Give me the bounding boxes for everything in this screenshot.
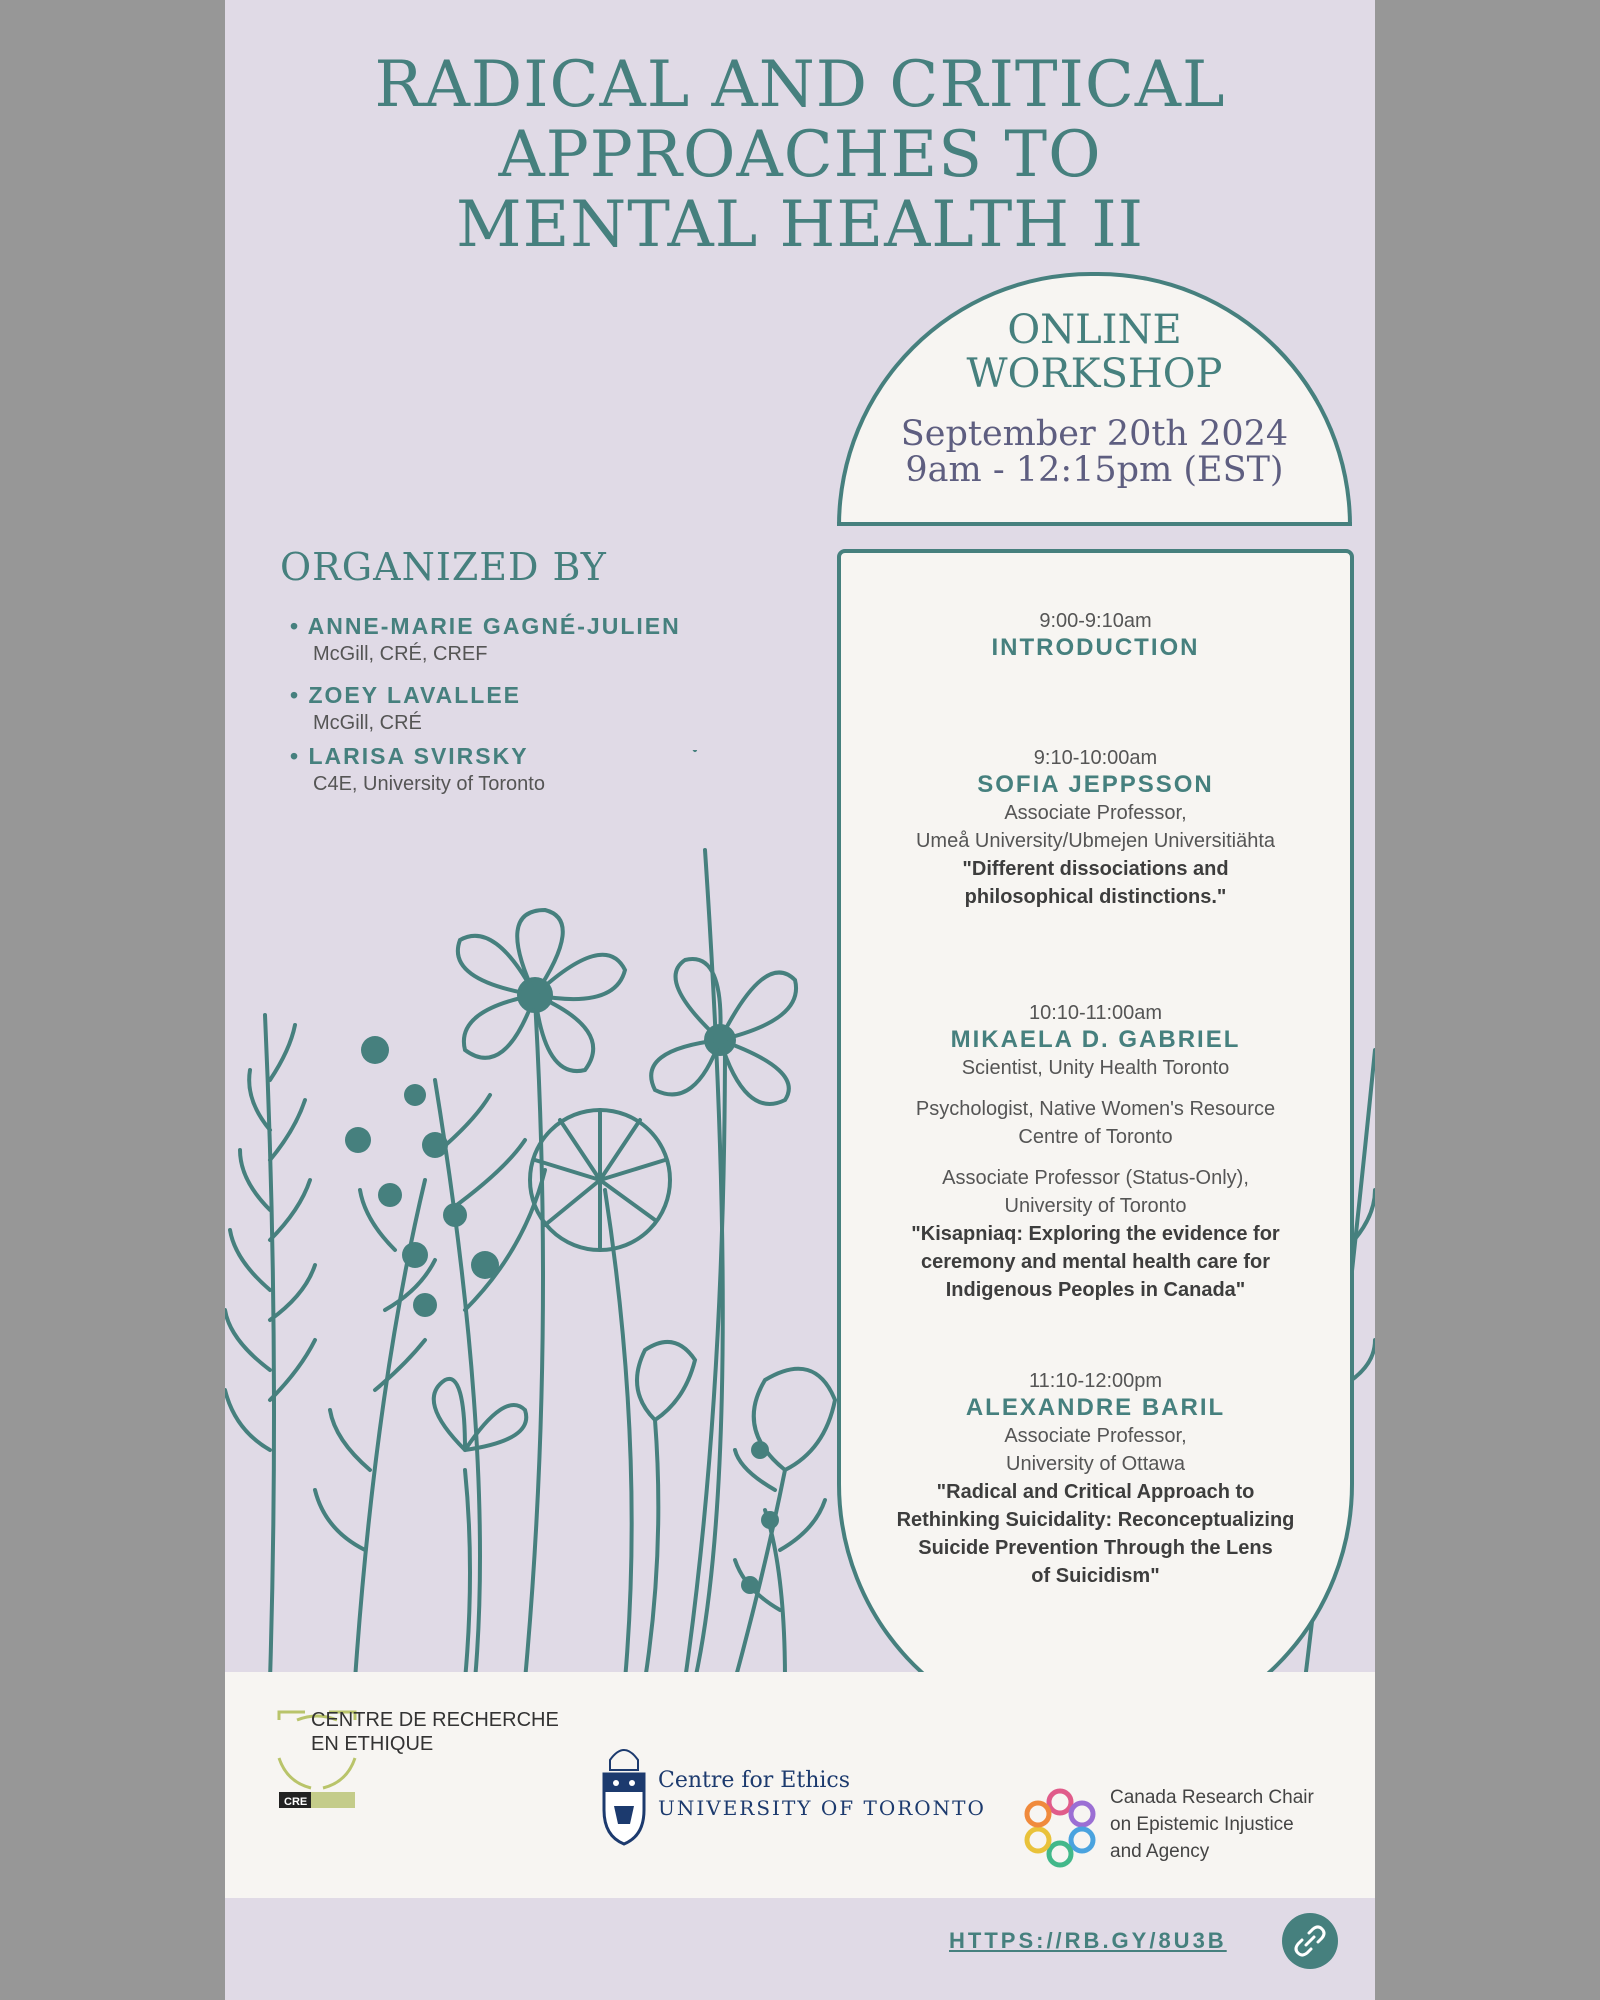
speaker-name: SOFIA JEPPSSON bbox=[977, 771, 1214, 798]
organizer-item bbox=[290, 741, 681, 797]
workshop-arch bbox=[837, 272, 1352, 526]
organizer-name-text: ANNE-MARIE GAGNÉ-JULIEN bbox=[307, 613, 681, 639]
session-3 bbox=[841, 1368, 1350, 1590]
speaker-name: ALEXANDRE BARIL bbox=[965, 1394, 1226, 1421]
title-line-2: APPROACHES TO bbox=[498, 118, 1102, 192]
speaker-affiliation: Associate Professor, bbox=[1004, 802, 1187, 824]
speaker-affiliation: Umeå University/Ubmejen Universitiähta bbox=[915, 830, 1275, 852]
uoft-university-name: UNIVERSITY OF TORONTO bbox=[658, 1796, 986, 1820]
session-intro bbox=[841, 608, 1350, 662]
cre-name bbox=[311, 1708, 571, 1756]
workshop-heading bbox=[841, 308, 1348, 396]
session-time: 9:10-10:00am bbox=[1033, 747, 1158, 769]
talk-title: ceremony and mental health care for bbox=[920, 1251, 1270, 1273]
speaker-name: MIKAELA D. GABRIEL bbox=[950, 1026, 1241, 1053]
speaker-affiliation: Scientist, Unity Health Toronto bbox=[961, 1057, 1230, 1079]
organizer-name-text: ZOEY LAVALLEE bbox=[308, 682, 522, 708]
talk-title: "Kisapniaq: Exploring the evidence for bbox=[911, 1223, 1280, 1245]
workshop-line-1: ONLINE bbox=[1007, 307, 1182, 353]
organizer-name-text: LARISA SVIRSKY bbox=[308, 743, 529, 769]
session-time: 10:10-11:00am bbox=[1028, 1002, 1163, 1024]
talk-title: philosophical distinctions." bbox=[964, 886, 1227, 908]
organizer-affiliation: McGill, CRÉ, CREF bbox=[313, 643, 488, 665]
organizer-name: • ANNE-MARIE GAGNÉ-JULIEN bbox=[290, 613, 681, 639]
workshop-date: September 20th 2024 bbox=[900, 414, 1289, 454]
cre-line-1: CENTRE DE RECHERCHE bbox=[311, 1709, 559, 1731]
sponsor-footer bbox=[225, 1672, 1375, 1898]
registration-link[interactable]: HTTPS://RB.GY/8U3B bbox=[949, 1928, 1227, 1953]
talk-title: "Radical and Critical Approach to bbox=[936, 1481, 1255, 1503]
crc-knot-logo bbox=[1020, 1788, 1100, 1868]
session-1 bbox=[841, 745, 1350, 911]
speaker-affiliation: Associate Professor, bbox=[1004, 1425, 1187, 1447]
talk-title: "Different dissociations and bbox=[962, 858, 1229, 880]
crc-name bbox=[1110, 1784, 1350, 1865]
cre-badge: CRE bbox=[284, 1796, 308, 1808]
workshop-time: 9am - 12:15pm (EST) bbox=[905, 450, 1284, 490]
organizer-item bbox=[290, 611, 681, 667]
uoft-crest-icon bbox=[600, 1740, 648, 1848]
schedule-panel bbox=[837, 549, 1354, 1742]
session-2 bbox=[841, 1000, 1350, 1304]
speaker-affiliation: Centre of Toronto bbox=[1018, 1126, 1173, 1148]
organizer-affiliation: C4E, University of Toronto bbox=[313, 773, 545, 795]
organizer-item bbox=[290, 680, 681, 736]
session-time: 9:00-9:10am bbox=[1039, 610, 1152, 632]
link-icon bbox=[1282, 1913, 1338, 1969]
title-line-1: RADICAL AND CRITICAL bbox=[374, 48, 1226, 122]
talk-title: Suicide Prevention Through the Lens bbox=[918, 1537, 1273, 1559]
speaker-affiliation: Psychologist, Native Women's Resource bbox=[915, 1098, 1276, 1120]
organizer-affiliation: McGill, CRÉ bbox=[313, 712, 422, 734]
link-button[interactable] bbox=[1282, 1913, 1338, 1969]
session-title: INTRODUCTION bbox=[991, 634, 1200, 661]
organizer-name: • ZOEY LAVALLEE bbox=[290, 682, 522, 708]
speaker-affiliation: University of Toronto bbox=[1004, 1195, 1187, 1217]
cre-line-2: EN ETHIQUE bbox=[311, 1733, 434, 1755]
organizers-heading: ORGANIZED BY bbox=[280, 545, 607, 589]
session-time: 11:10-12:00pm bbox=[1028, 1370, 1163, 1392]
poster bbox=[225, 0, 1375, 2000]
workshop-datetime bbox=[841, 416, 1348, 488]
organizer-name: • LARISA SVIRSKY bbox=[290, 743, 529, 769]
title-line-3: MENTAL HEALTH II bbox=[456, 188, 1144, 262]
crc-line-2: on Epistemic Injustice bbox=[1110, 1814, 1294, 1835]
speaker-affiliation: University of Ottawa bbox=[1006, 1453, 1185, 1475]
organizers-section bbox=[280, 545, 681, 797]
talk-title: of Suicidism" bbox=[1031, 1565, 1160, 1587]
uoft-centre-name: Centre for Ethics bbox=[658, 1768, 851, 1793]
speaker-affiliation: Associate Professor (Status-Only), bbox=[942, 1167, 1249, 1189]
crc-line-3: and Agency bbox=[1110, 1841, 1210, 1862]
talk-title: Rethinking Suicidality: Reconceptualizing bbox=[896, 1509, 1295, 1531]
poster-title bbox=[225, 50, 1375, 260]
workshop-line-2: WORKSHOP bbox=[966, 351, 1223, 397]
talk-title: Indigenous Peoples in Canada" bbox=[945, 1279, 1246, 1301]
crc-line-1: Canada Research Chair bbox=[1110, 1787, 1314, 1808]
